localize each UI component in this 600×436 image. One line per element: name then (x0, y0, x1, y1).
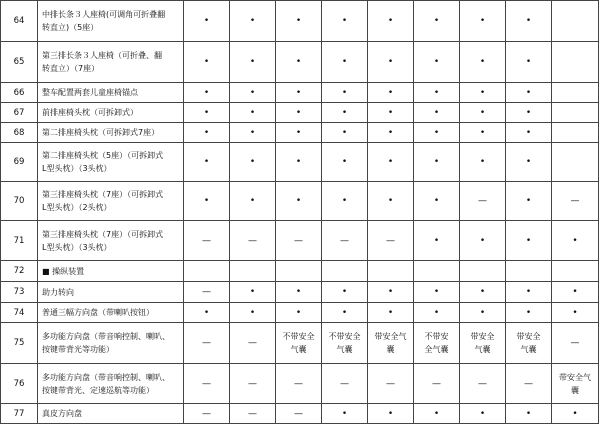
feature-standard-dot: • (230, 182, 276, 221)
table-row (1, 404, 599, 424)
row-number: 70 (1, 182, 38, 221)
feature-standard-dot: • (460, 404, 506, 424)
feature-unavailable-dash: — (184, 404, 230, 424)
feature-cell (552, 42, 599, 83)
feature-standard-dot: • (506, 182, 552, 221)
feature-standard-dot: • (414, 143, 460, 182)
feature-standard-dot: • (184, 303, 230, 323)
table-row (1, 83, 599, 103)
feature-standard-dot: • (414, 221, 460, 261)
feature-cell (230, 261, 276, 282)
feature-cell (552, 143, 599, 182)
feature-standard-dot: • (322, 42, 368, 83)
feature-standard-dot: • (552, 303, 599, 323)
feature-cell (506, 261, 552, 282)
feature-unavailable-dash: — (552, 182, 599, 221)
feature-standard-dot: • (414, 83, 460, 103)
feature-standard-dot: • (552, 221, 599, 261)
feature-standard-dot: • (368, 42, 414, 83)
item-text-line: ■ 操纵装置 (42, 266, 85, 276)
feature-cell (276, 261, 322, 282)
item-description (38, 182, 184, 221)
feature-standard-dot: • (460, 143, 506, 182)
item-description (38, 364, 184, 404)
feature-standard-dot: • (276, 303, 322, 323)
row-number: 73 (1, 282, 38, 303)
feature-cell: 带安全 气囊 (460, 323, 506, 364)
item-description (38, 103, 184, 123)
item-text-line: L型头枕）（2头枕） (42, 203, 112, 212)
feature-standard-dot: • (460, 303, 506, 323)
feature-standard-dot: • (276, 282, 322, 303)
row-number: 69 (1, 143, 38, 182)
feature-standard-dot: • (322, 282, 368, 303)
table-row (1, 282, 599, 303)
feature-standard-dot: • (460, 83, 506, 103)
feature-cell (460, 261, 506, 282)
item-text-line: 多功能方向盘（带音响控制、喇叭、 (42, 372, 170, 382)
feature-standard-dot: • (368, 123, 414, 143)
feature-cell: 不带安全 气囊 (322, 323, 368, 364)
feature-standard-dot: • (230, 303, 276, 323)
feature-standard-dot: • (460, 42, 506, 83)
item-description (38, 42, 184, 83)
feature-cell (184, 261, 230, 282)
table-row (1, 261, 599, 282)
feature-standard-dot: • (460, 282, 506, 303)
table-row (1, 221, 599, 261)
feature-unavailable-dash: — (460, 364, 506, 404)
table-row (1, 143, 599, 182)
feature-standard-dot: • (414, 1, 460, 42)
table-row (1, 123, 599, 143)
feature-standard-dot: • (276, 42, 322, 83)
feature-cell (552, 103, 599, 123)
feature-standard-dot: • (322, 123, 368, 143)
feature-standard-dot: • (184, 83, 230, 103)
item-text-line: 整车配置两套儿童座椅锚点 (42, 88, 138, 97)
feature-standard-dot: • (414, 404, 460, 424)
row-number: 68 (1, 123, 38, 143)
feature-unavailable-dash: — (230, 323, 276, 364)
feature-standard-dot: • (322, 404, 368, 424)
feature-unavailable-dash: — (414, 364, 460, 404)
row-number: 76 (1, 364, 38, 404)
item-description (38, 404, 184, 424)
feature-standard-dot: • (414, 282, 460, 303)
feature-cell (552, 83, 599, 103)
feature-standard-dot: • (506, 404, 552, 424)
item-description (38, 83, 184, 103)
item-text-line: 按键带背光等功能） (42, 345, 114, 354)
feature-standard-dot: • (184, 42, 230, 83)
table-row (1, 103, 599, 123)
item-description (38, 323, 184, 364)
feature-standard-dot: • (506, 103, 552, 123)
feature-unavailable-dash: — (184, 282, 230, 303)
feature-standard-dot: • (230, 83, 276, 103)
feature-standard-dot: • (552, 404, 599, 424)
item-text-line: 第三排长条３人座椅（可折叠、翻 (42, 51, 162, 60)
feature-standard-dot: • (322, 103, 368, 123)
item-text-line: 第三排座椅头枕（7座）（可拆卸式 (42, 190, 164, 199)
feature-cell: 带安全气 囊 (368, 323, 414, 364)
feature-unavailable-dash: — (322, 221, 368, 261)
feature-standard-dot: • (322, 182, 368, 221)
feature-cell: 不带安全 气囊 (276, 323, 322, 364)
feature-cell (552, 123, 599, 143)
feature-standard-dot: • (414, 42, 460, 83)
feature-standard-dot: • (230, 123, 276, 143)
item-description (38, 1, 184, 42)
feature-cell (414, 261, 460, 282)
item-text-line: 普通三幅方向盘（带喇叭按钮） (42, 308, 154, 317)
feature-unavailable-dash: — (230, 221, 276, 261)
feature-standard-dot: • (276, 182, 322, 221)
item-text-line: 第二排座椅头枕（5座）（可拆卸式 (42, 151, 164, 160)
feature-standard-dot: • (230, 282, 276, 303)
feature-unavailable-dash: — (368, 221, 414, 261)
feature-cell: 不带安 全气囊 (414, 323, 460, 364)
feature-unavailable-dash: — (506, 364, 552, 404)
feature-standard-dot: • (276, 83, 322, 103)
feature-unavailable-dash: — (322, 364, 368, 404)
row-number: 67 (1, 103, 38, 123)
table-row (1, 364, 599, 404)
item-description (38, 143, 184, 182)
feature-standard-dot: • (506, 83, 552, 103)
item-description (38, 303, 184, 323)
feature-standard-dot: • (276, 123, 322, 143)
item-text-line: 转直立）（7座） (42, 64, 100, 73)
feature-standard-dot: • (276, 1, 322, 42)
table-row (1, 42, 599, 83)
feature-standard-dot: • (460, 103, 506, 123)
feature-cell (552, 261, 599, 282)
table-body (1, 1, 599, 424)
feature-standard-dot: • (368, 404, 414, 424)
feature-standard-dot: • (184, 103, 230, 123)
feature-cell: 带安全气 囊 (552, 364, 599, 404)
feature-standard-dot: • (506, 1, 552, 42)
item-text-line: 第三排座椅头枕（7座）（可拆卸式 (42, 229, 164, 239)
item-text-line: 助力转向 (42, 287, 74, 297)
feature-standard-dot: • (506, 303, 552, 323)
table-row (1, 303, 599, 323)
feature-unavailable-dash: — (552, 323, 599, 364)
feature-standard-dot: • (184, 182, 230, 221)
feature-standard-dot: • (414, 123, 460, 143)
feature-cell (322, 261, 368, 282)
feature-cell: 带安全 气囊 (506, 323, 552, 364)
item-text-line: L型头枕）（3头枕） (42, 242, 112, 252)
feature-standard-dot: • (506, 42, 552, 83)
feature-standard-dot: • (460, 1, 506, 42)
feature-standard-dot: • (368, 182, 414, 221)
feature-standard-dot: • (230, 143, 276, 182)
feature-standard-dot: • (506, 143, 552, 182)
feature-standard-dot: • (276, 103, 322, 123)
item-description (38, 221, 184, 261)
row-number: 66 (1, 83, 38, 103)
feature-unavailable-dash: — (460, 182, 506, 221)
feature-unavailable-dash: — (184, 323, 230, 364)
feature-standard-dot: • (368, 303, 414, 323)
row-number: 71 (1, 221, 38, 261)
feature-standard-dot: • (368, 103, 414, 123)
item-text-line: L型头枕）（3头枕） (42, 164, 112, 173)
feature-unavailable-dash: — (230, 404, 276, 424)
feature-cell (552, 1, 599, 42)
feature-standard-dot: • (414, 182, 460, 221)
feature-standard-dot: • (276, 143, 322, 182)
feature-standard-dot: • (552, 282, 599, 303)
feature-standard-dot: • (506, 282, 552, 303)
feature-standard-dot: • (322, 1, 368, 42)
item-text-line: 按键带背光、定速巡航等功能） (42, 385, 154, 395)
feature-standard-dot: • (368, 83, 414, 103)
feature-standard-dot: • (506, 221, 552, 261)
feature-unavailable-dash: — (368, 364, 414, 404)
item-text-line: 第二排座椅头枕（可拆卸式7座） (42, 128, 160, 137)
item-text-line: 多功能方向盘（带音响控制、喇叭、 (42, 332, 170, 341)
feature-standard-dot: • (184, 143, 230, 182)
feature-unavailable-dash: — (230, 364, 276, 404)
feature-standard-dot: • (414, 303, 460, 323)
row-number: 72 (1, 261, 38, 282)
feature-standard-dot: • (414, 103, 460, 123)
feature-standard-dot: • (460, 221, 506, 261)
row-number: 65 (1, 42, 38, 83)
table-row (1, 323, 599, 364)
feature-standard-dot: • (184, 1, 230, 42)
feature-standard-dot: • (322, 83, 368, 103)
item-text-line: 真皮方向盘 (42, 409, 82, 418)
feature-standard-dot: • (322, 143, 368, 182)
item-description (38, 282, 184, 303)
feature-unavailable-dash: — (276, 221, 322, 261)
table-row (1, 1, 599, 42)
item-text-line: 转直立)（5座） (42, 23, 99, 32)
feature-cell (368, 261, 414, 282)
item-text-line: 前排座椅头枕（可拆卸式） (42, 108, 138, 117)
section-heading (38, 261, 184, 282)
feature-standard-dot: • (230, 1, 276, 42)
row-number: 75 (1, 323, 38, 364)
feature-standard-dot: • (230, 103, 276, 123)
feature-standard-dot: • (368, 282, 414, 303)
feature-unavailable-dash: — (276, 404, 322, 424)
feature-standard-dot: • (184, 123, 230, 143)
feature-standard-dot: • (506, 123, 552, 143)
feature-standard-dot: • (230, 42, 276, 83)
feature-standard-dot: • (322, 303, 368, 323)
feature-unavailable-dash: — (184, 221, 230, 261)
item-text-line: 中排长条３人座椅(可调角可折叠翻 (42, 10, 166, 19)
feature-unavailable-dash: — (184, 364, 230, 404)
feature-standard-dot: • (368, 143, 414, 182)
item-description (38, 123, 184, 143)
row-number: 77 (1, 404, 38, 424)
table-row (1, 182, 599, 221)
row-number: 74 (1, 303, 38, 323)
feature-standard-dot: • (460, 123, 506, 143)
feature-standard-dot: • (368, 1, 414, 42)
row-number: 64 (1, 1, 38, 42)
feature-unavailable-dash: — (276, 364, 322, 404)
